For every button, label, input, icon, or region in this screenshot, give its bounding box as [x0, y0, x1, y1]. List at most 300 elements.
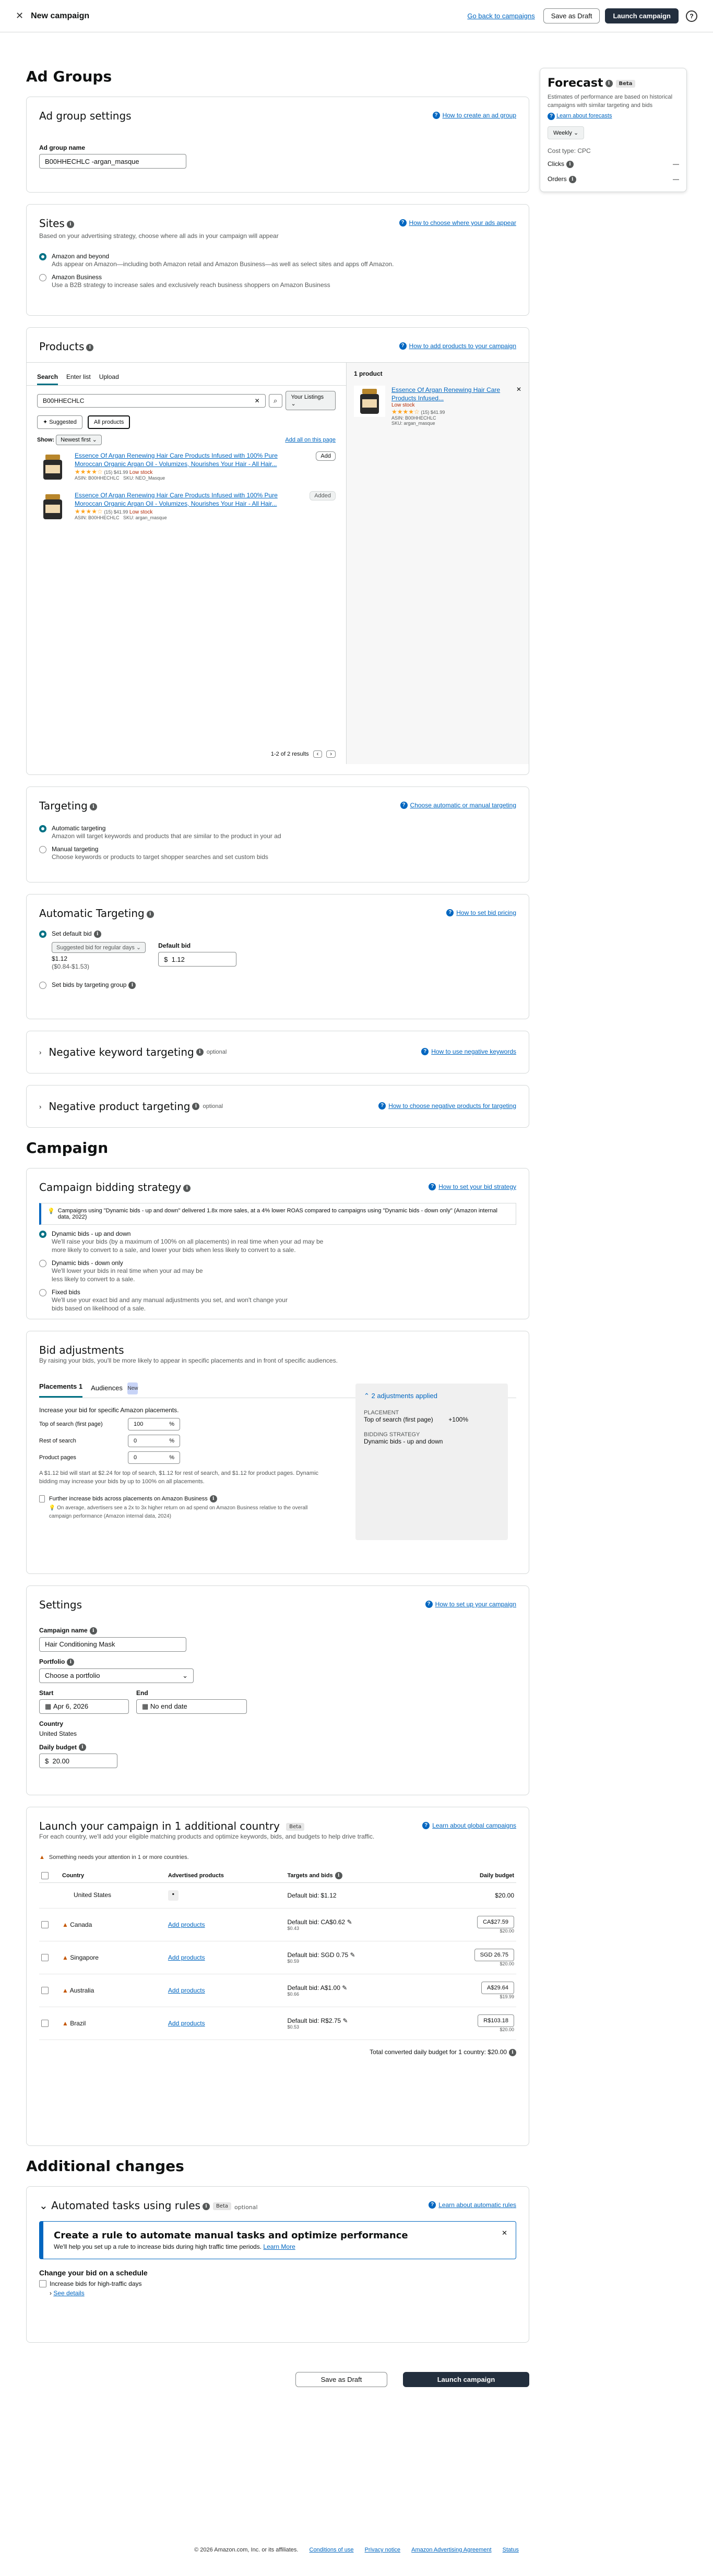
option-desc: Use a B2B strategy to increase sales and exclusively reach business shoppers on Amazon Business — [52, 281, 330, 289]
field-label: Ad group name — [39, 144, 86, 151]
country-table — [39, 1869, 516, 2040]
card-title: Negative product targeting — [49, 1100, 191, 1113]
tab-count: 1 — [78, 1382, 83, 1390]
chevron-up-icon: ⌃ — [364, 1392, 370, 1400]
price: $41.99 — [430, 410, 445, 415]
total-budget: Total converted daily budget for 1 country: $20.00 — [370, 2048, 507, 2056]
negative-keyword-card[interactable] — [26, 1031, 529, 1074]
period-value: Weekly — [553, 130, 572, 136]
help-link[interactable]: How to choose where your ads appear — [409, 219, 516, 226]
option-desc: Choose keywords or products to target shopper searches and set custom bids — [52, 853, 268, 861]
card-title: Ad group settings — [39, 110, 132, 122]
radio-dynamic-down[interactable] — [39, 1259, 516, 1283]
pencil-icon[interactable]: ✎ — [342, 1984, 348, 1991]
panel-value: Top of search (first page) — [364, 1416, 433, 1423]
help-icon[interactable]: ? — [686, 10, 697, 22]
optional-label: optional — [206, 1049, 227, 1055]
tab-audiences[interactable] — [91, 1379, 138, 1398]
chevron-right-icon[interactable]: › — [39, 1102, 42, 1111]
help-link[interactable]: How to use negative keywords — [431, 1048, 516, 1055]
top-of-search-input[interactable]: 100 % — [128, 1418, 180, 1430]
section-title-additional: Additional changes — [26, 2157, 184, 2175]
help-link[interactable]: How to set bid pricing — [456, 909, 516, 916]
radio-unselected[interactable] — [39, 846, 46, 853]
clear-icon[interactable]: ✕ — [254, 397, 260, 404]
pencil-icon[interactable]: ✎ — [342, 2017, 348, 2024]
products-panel — [27, 362, 529, 764]
card-title: Automated tasks using rules — [51, 2199, 200, 2212]
bid-value: Default bid: R$2.75 — [287, 2017, 341, 2024]
adjustments-summary-panel — [355, 1384, 508, 1540]
question-icon: ? — [429, 2201, 436, 2209]
col-budget: Daily budget — [429, 1869, 516, 1883]
warning-text: Something needs your attention in 1 or more countries. — [49, 1854, 189, 1861]
info-icon[interactable]: i — [509, 2049, 516, 2056]
field-label: Portfolio — [39, 1657, 65, 1665]
input-value: 0 — [134, 1454, 137, 1461]
option-title: Dynamic bids - up and down — [52, 1230, 131, 1237]
go-back-link[interactable]: Go back to campaigns — [467, 12, 535, 20]
option-title: Manual targeting — [52, 845, 99, 853]
save-draft-bottom-button[interactable]: Save as Draft — [295, 2372, 387, 2387]
row-checkbox[interactable] — [41, 2020, 49, 2027]
listing-value: Your Listings — [291, 394, 324, 400]
country-name: Brazil — [70, 2020, 86, 2027]
help-link[interactable]: Learn about automatic rules — [438, 2201, 516, 2209]
info-icon[interactable]: i — [566, 161, 574, 168]
save-draft-button[interactable]: Save as Draft — [543, 8, 600, 23]
warning-icon: ▲ — [62, 1954, 68, 1961]
option-desc: Amazon will target keywords and products that are similar to the product in your ad — [52, 832, 281, 840]
help-link[interactable]: How to add products to your campaign — [409, 342, 516, 350]
radio-fixed-bids[interactable] — [39, 1289, 516, 1313]
selected-product-item — [354, 386, 521, 426]
add-products-link[interactable]: Add products — [168, 1987, 205, 1994]
option-title: Amazon Business — [52, 273, 102, 281]
add-products-link[interactable]: Add products — [168, 1954, 205, 1961]
product-search-input[interactable] — [37, 394, 266, 408]
footer-link[interactable]: Conditions of use — [309, 2547, 354, 2553]
product-title[interactable]: Essence Of Argan Renewing Hair Care Products Infused with 100% Pure Moroccan Organic Argan Oil - Volumizes, Nourishes Your Hair - All Hair... — [75, 492, 278, 507]
price: $41.99 — [113, 470, 128, 475]
card-title: Products — [39, 340, 85, 353]
products-search-panel — [27, 363, 347, 764]
question-icon: ? — [399, 342, 407, 350]
forecast-title: Forecast — [548, 77, 603, 90]
country-name: Singapore — [70, 1954, 99, 1961]
lightbulb-icon: 💡 — [47, 1208, 55, 1214]
row-checkbox[interactable] — [41, 1954, 49, 1961]
info-icon[interactable]: i — [147, 911, 154, 918]
info-icon[interactable]: i — [203, 2203, 210, 2210]
country-value: United States — [39, 1730, 77, 1737]
add-products-link[interactable]: Add products — [168, 2020, 205, 2027]
info-icon[interactable]: i — [335, 1872, 342, 1879]
select-value: Choose a portfolio — [45, 1672, 100, 1680]
tab-search[interactable]: Search — [37, 370, 58, 385]
tab-enter-list[interactable]: Enter list — [66, 373, 91, 380]
option-desc: We'll raise your bids (by a maximum of 100% on all placements) in real time when your ad may be more likely to convert to a sale, and lower your bids when less likely to convert to a sale. — [52, 1238, 324, 1254]
attention-warning — [39, 1851, 516, 1864]
page-title: Ad Groups — [26, 68, 112, 85]
checkbox[interactable] — [39, 2280, 46, 2287]
increase-label: Increase your bid for specific Amazon placements. — [39, 1406, 179, 1414]
card-subtitle: By raising your bids, you'll be more likely to appear in specific placements and in front of specific audiences. — [39, 1357, 338, 1364]
card-title: Negative keyword targeting — [49, 1046, 194, 1058]
targeting-card — [26, 786, 529, 882]
option-title: Set default bid — [52, 930, 92, 937]
chip-all-products[interactable]: All products — [88, 415, 130, 429]
question-icon: ? — [429, 1183, 436, 1190]
price: $41.99 — [113, 509, 128, 515]
promo-title: Create a rule to automate manual tasks and optimize performance — [54, 2230, 408, 2241]
info-icon[interactable]: i — [192, 1103, 199, 1110]
remove-icon[interactable]: ✕ — [516, 386, 521, 393]
product-item — [37, 491, 336, 522]
rating-count: (15) — [104, 509, 113, 515]
input-value: 0 — [134, 1438, 137, 1444]
product-image — [37, 491, 68, 522]
chevron-down-icon: ⌄ — [573, 130, 579, 136]
budget-converted: $20.00 — [500, 1961, 514, 1966]
panel-label: PLACEMENT — [364, 1410, 399, 1416]
radio-bids-by-group[interactable] — [39, 981, 516, 989]
automation-card — [26, 2186, 529, 2343]
chip-suggested[interactable] — [37, 415, 82, 429]
table-row — [39, 1941, 516, 1974]
promo-desc: We'll help you set up a rule to increase bids during high traffic time periods. — [54, 2243, 262, 2250]
product-title[interactable]: Essence Of Argan Renewing Hair Care Products Infused with 100% Pure Moroccan Organic Argan Oil - Volumizes, Nourishes Your Hair - All Hair... — [75, 452, 278, 468]
star-rating-icon: ★★★★☆ — [75, 508, 103, 515]
automatic-targeting-card — [26, 894, 529, 1019]
info-icon[interactable]: i — [90, 1627, 97, 1635]
start-date-input[interactable] — [39, 1699, 129, 1714]
info-icon[interactable]: i — [67, 221, 74, 228]
col-label: Targets and bids — [287, 1872, 333, 1879]
placement-label: Rest of search — [39, 1438, 76, 1444]
search-button[interactable] — [269, 394, 282, 408]
default-bid-label: Default bid — [158, 942, 191, 949]
show-label: Show: — [37, 437, 54, 443]
portfolio-select[interactable] — [39, 1668, 194, 1683]
placement-label: Top of search (first page) — [39, 1421, 103, 1427]
launch-campaign-button[interactable]: Launch campaign — [605, 8, 679, 23]
footer-link[interactable]: Privacy notice — [364, 2547, 401, 2553]
chevron-right-icon[interactable]: › — [39, 1048, 42, 1056]
clicks-label: Clicks — [548, 160, 564, 168]
placement-label: Product pages — [39, 1454, 76, 1461]
info-icon[interactable]: i — [94, 931, 101, 938]
question-icon: ? — [400, 802, 408, 809]
date-value: Apr 6, 2026 — [53, 1702, 89, 1711]
suggested-bid-select[interactable]: Suggested bid for regular days ⌄ — [52, 942, 146, 953]
question-icon: ? — [433, 112, 440, 119]
product-pages-input[interactable]: 0 % — [128, 1451, 180, 1464]
row-checkbox[interactable] — [41, 1987, 49, 1994]
clicks-value: — — [673, 160, 679, 168]
stock-status: Low stock — [129, 509, 153, 515]
country-name: Canada — [70, 1921, 92, 1928]
question-icon: ? — [425, 1601, 433, 1608]
further-note-text: On average, advertisers see a 2x to 3x higher return on ad spend on Amazon Business relative to the overall campaign performance (Amazon internal data, 2024) — [49, 1505, 308, 1519]
option-title: Set bids by targeting group — [52, 981, 127, 988]
product-item — [37, 451, 336, 483]
radio-selected[interactable] — [39, 1231, 46, 1238]
business-checkbox-row[interactable] — [39, 1495, 331, 1521]
notice-text: Campaigns using "Dynamic bids - up and down" delivered 1.8x more sales, at a 4% lower ROAS compared to campaigns using "Dynamic bids - down only" (Amazon internal data, 2022) — [57, 1208, 497, 1220]
copyright: © 2026 Amazon.com, Inc. or its affiliates. — [194, 2547, 299, 2553]
beta-badge: Beta — [213, 2202, 231, 2210]
info-icon[interactable]: i — [183, 1185, 191, 1192]
rating-count: (15) — [421, 410, 430, 415]
next-page-button[interactable]: › — [326, 750, 336, 758]
field-label: End — [136, 1689, 148, 1697]
field-label: Country — [39, 1720, 63, 1727]
asin: ASIN: B00HHECHLC — [75, 515, 120, 520]
beta-badge: Beta — [616, 80, 636, 88]
field-label: Campaign name — [39, 1627, 88, 1634]
country-name: Australia — [69, 1987, 94, 1994]
help-link[interactable]: Learn about global campaigns — [432, 1822, 516, 1829]
add-product-button[interactable]: Add — [316, 451, 336, 461]
radio-set-default-bid[interactable] — [39, 930, 516, 938]
bidding-notice — [39, 1203, 516, 1225]
radio-automatic-targeting[interactable] — [39, 825, 516, 840]
tab-label: Placements — [39, 1382, 77, 1390]
optional-label: optional — [234, 2204, 258, 2211]
warning-icon: ▲ — [62, 1921, 68, 1928]
radio-amazon-beyond[interactable] — [39, 253, 516, 268]
learn-more-link[interactable]: Learn More — [263, 2243, 295, 2250]
radio-unselected[interactable] — [39, 982, 46, 989]
close-icon[interactable]: ✕ — [16, 10, 24, 21]
info-icon[interactable]: i — [79, 1744, 86, 1751]
asin: ASIN: B00HHECHLC — [391, 415, 436, 421]
page-header-title: New campaign — [31, 11, 90, 20]
chevron-down-icon[interactable]: ⌄ — [39, 2199, 48, 2212]
footer-link[interactable]: Amazon Advertising Agreement — [411, 2547, 492, 2553]
close-icon[interactable]: ✕ — [502, 2229, 507, 2237]
info-icon[interactable]: i — [196, 1048, 204, 1056]
row-checkbox[interactable] — [41, 1921, 49, 1928]
calendar-icon: ▦ — [45, 1702, 52, 1710]
forecast-panel — [540, 68, 687, 192]
warning-icon: ▲ — [39, 1854, 45, 1861]
table-row — [39, 2007, 516, 2040]
card-title: Bid adjustments — [39, 1344, 124, 1356]
budget-converted: $20.00 — [500, 1928, 514, 1934]
chip-label: Suggested — [49, 419, 77, 425]
main-content — [26, 68, 529, 2387]
panel-title: 2 adjustments applied — [371, 1392, 438, 1400]
forecast-link[interactable]: Learn about forecasts — [556, 113, 612, 119]
tab-upload[interactable]: Upload — [99, 373, 119, 380]
checkbox[interactable] — [39, 1495, 45, 1502]
card-subtitle: Based on your advertising strategy, choose where all ads in your campaign will appear — [39, 232, 279, 240]
radio-dynamic-up-down[interactable] — [39, 1230, 516, 1254]
option-title: Automatic targeting — [52, 825, 106, 832]
panel-percent: +100% — [448, 1416, 468, 1423]
new-badge: New — [127, 1382, 138, 1394]
info-icon[interactable]: i — [210, 1495, 217, 1502]
rest-of-search-input[interactable]: 0 % — [128, 1435, 180, 1447]
field-label: Start — [39, 1689, 54, 1697]
bid-value: Default bid: $1.12 — [285, 1883, 429, 1909]
budget-value: $20.00 — [429, 1883, 516, 1909]
date-value: No end date — [150, 1702, 187, 1711]
help-link[interactable]: How to set up your campaign — [435, 1601, 516, 1608]
budget-input[interactable]: SGD 26.75 — [474, 1949, 514, 1961]
budget-value: 20.00 — [52, 1757, 70, 1765]
panel-label: BIDDING STRATEGY — [364, 1432, 420, 1438]
info-icon[interactable]: i — [569, 176, 576, 183]
info-icon[interactable]: i — [90, 803, 97, 810]
question-icon: ? — [422, 1822, 430, 1829]
help-link[interactable]: How to set your bid strategy — [438, 1183, 516, 1190]
stock-status: Low stock — [129, 470, 153, 475]
top-bar — [0, 0, 713, 32]
info-icon[interactable]: i — [128, 982, 136, 989]
help-link[interactable]: Choose automatic or manual targeting — [410, 802, 516, 809]
beta-badge: Beta — [286, 1823, 304, 1831]
suggested-label: Suggested bid for regular days — [56, 945, 135, 951]
input-value: 100 — [134, 1421, 144, 1427]
budget-input[interactable]: A$29.64 — [481, 1982, 514, 1994]
warning-icon: ▲ — [62, 1987, 68, 1994]
radio-unselected[interactable] — [39, 1260, 46, 1267]
flag-us-icon — [62, 1891, 70, 1900]
sku: SKU: argan_masque — [391, 421, 435, 426]
asin: ASIN: B00HHECHLC — [75, 475, 120, 481]
bid-converted: $0.53 — [287, 2024, 299, 2030]
col-targets — [285, 1869, 429, 1883]
card-subtitle: For each country, we'll add your eligible matching products and optimize keywords, bids, and budgets to help drive traffic. — [39, 1833, 375, 1840]
product-tabs — [27, 370, 346, 386]
select-all-checkbox[interactable] — [41, 1872, 49, 1879]
search-icon: ⌕ — [273, 396, 278, 404]
default-bid-input[interactable]: $ 1.12 — [158, 952, 236, 967]
daily-budget-input[interactable]: $ 20.00 — [39, 1754, 117, 1768]
bid-value: Default bid: SGD 0.75 — [287, 1951, 349, 1959]
card-title: Settings — [39, 1599, 82, 1611]
info-icon[interactable]: i — [67, 1659, 74, 1666]
checkbox-label: Further increase bids across placements on Amazon Business — [49, 1495, 208, 1502]
radio-manual-targeting[interactable] — [39, 845, 516, 861]
option-title: Dynamic bids - down only — [52, 1259, 123, 1267]
selected-count: 1 product — [354, 370, 383, 377]
rule-promo-box — [39, 2221, 516, 2259]
card-title: Launch your campaign in 1 additional country — [39, 1820, 280, 1832]
table-row — [39, 1974, 516, 2007]
help-link[interactable]: How to choose negative products for targeting — [388, 1102, 516, 1110]
period-select[interactable] — [548, 126, 584, 139]
end-date-input[interactable] — [136, 1699, 247, 1714]
warning-icon: ▲ — [62, 2020, 68, 2027]
country-name: United States — [74, 1891, 112, 1899]
radio-unselected[interactable] — [39, 274, 46, 281]
card-title: Campaign bidding strategy — [39, 1181, 182, 1194]
radio-selected[interactable] — [39, 825, 46, 832]
help-link[interactable]: How to create an ad group — [442, 112, 516, 119]
checkbox-label: Increase bids for high-traffic days — [50, 2280, 142, 2287]
tab-label: Audiences — [91, 1384, 123, 1392]
table-row — [39, 1909, 516, 1941]
bid-converted: $0.59 — [287, 1959, 299, 1964]
suggested-bid-value: $1.12 — [52, 955, 68, 962]
pencil-icon[interactable]: ✎ — [347, 1918, 352, 1926]
ad-group-settings-card — [26, 97, 529, 193]
bid-converted: $0.43 — [287, 1926, 299, 1931]
listing-select[interactable] — [286, 391, 336, 410]
sort-select[interactable]: Newest first ⌄ — [56, 435, 102, 445]
tab-placements[interactable] — [39, 1379, 82, 1398]
col-ads: Advertised products — [166, 1869, 286, 1883]
budget-input[interactable]: R$103.18 — [478, 2014, 514, 2027]
sku: SKU: NEO_Masque — [123, 475, 165, 481]
lightbulb-icon: 💡 — [49, 1505, 56, 1511]
search-value: B00HHECHLC — [43, 397, 85, 404]
cost-type: Cost type: CPC — [548, 147, 591, 154]
field-label: Daily budget — [39, 1743, 77, 1751]
question-icon: ? — [378, 1102, 386, 1110]
budget-input[interactable]: CA$27.59 — [477, 1916, 514, 1928]
schedule-title: Change your bid on a schedule — [39, 2269, 148, 2277]
orders-value: — — [673, 175, 679, 183]
card-title: Automatic Targeting — [39, 907, 145, 920]
settings-card — [26, 1585, 529, 1795]
option-desc: Ads appear on Amazon—including both Amazon retail and Amazon Business—as well as select sites and apps off Amazon. — [52, 260, 394, 268]
further-note — [49, 1504, 331, 1521]
option-desc: We'll use your exact bid and any manual adjustments you set, and won't change your bids based on likelihood of a sale. — [52, 1296, 288, 1312]
add-products-link[interactable]: Add products — [168, 1921, 205, 1928]
question-icon: ? — [548, 113, 555, 120]
col-country: Country — [60, 1869, 166, 1883]
pencil-icon[interactable]: ✎ — [350, 1951, 355, 1959]
high-traffic-checkbox-row[interactable] — [39, 2280, 516, 2287]
rating-count: (15) — [104, 470, 113, 475]
ad-group-name-input[interactable]: B00HHECHLC -argan_masque — [39, 154, 186, 169]
info-icon[interactable]: i — [605, 80, 613, 87]
calendar-icon: ▦ — [142, 1702, 149, 1710]
star-rating-icon: ★★★★☆ — [391, 408, 420, 415]
add-all-link[interactable]: Add all on this page — [285, 436, 336, 443]
sort-value: Newest first — [61, 437, 91, 443]
radio-selected[interactable] — [39, 931, 46, 938]
selected-products-panel — [347, 363, 529, 764]
product-title[interactable]: Essence Of Argan Renewing Hair Care Products Infused... — [391, 386, 501, 402]
footer-link[interactable]: Status — [502, 2547, 519, 2553]
product-thumb-icon: ▪ — [168, 1890, 179, 1901]
launch-campaign-bottom-button[interactable]: Launch campaign — [403, 2372, 529, 2387]
radio-selected[interactable] — [39, 253, 46, 260]
negative-product-card[interactable] — [26, 1085, 529, 1128]
sparkle-icon: ✦ — [43, 419, 48, 425]
radio-amazon-business[interactable] — [39, 273, 516, 289]
adjustments-toggle[interactable] — [364, 1392, 500, 1400]
prev-page-button[interactable]: ‹ — [313, 750, 323, 758]
question-icon: ? — [421, 1048, 429, 1055]
info-icon[interactable]: i — [86, 344, 93, 351]
question-icon: ? — [446, 909, 454, 916]
sites-card — [26, 204, 529, 316]
table-row — [39, 1883, 516, 1909]
campaign-name-input[interactable]: Hair Conditioning Mask — [39, 1637, 186, 1652]
product-image — [354, 386, 385, 417]
radio-unselected[interactable] — [39, 1289, 46, 1296]
clicks-row — [548, 160, 679, 168]
card-title: Sites — [39, 217, 65, 230]
see-details-link[interactable]: See details — [53, 2289, 85, 2297]
